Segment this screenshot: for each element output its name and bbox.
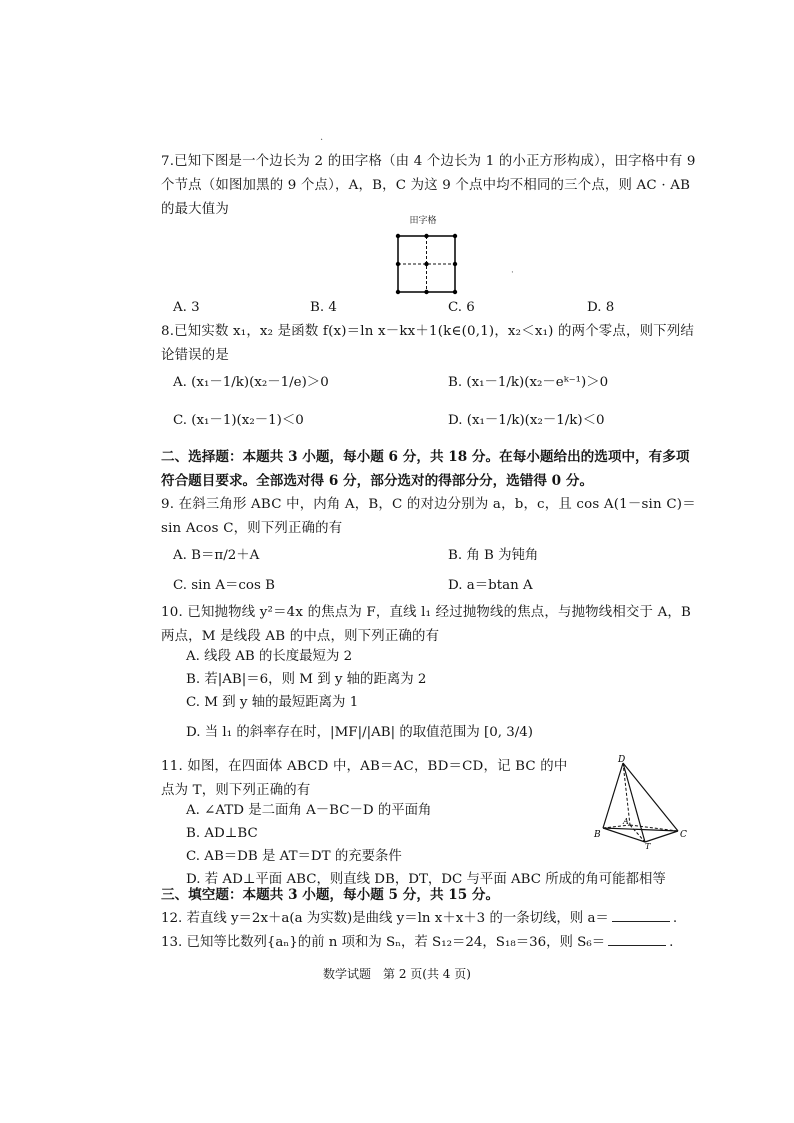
page-footer: 数学试题 第 2 页(共 4 页): [323, 967, 471, 981]
grid-diagram: [388, 227, 458, 297]
q9-option-b: B. 角 B 为钝角: [448, 548, 539, 563]
scan-speck: ·: [511, 268, 514, 278]
question-12: [161, 907, 677, 931]
q12-answer-blank[interactable]: [612, 907, 670, 922]
q8-option-c: C. (x₁－1)(x₂－1)＜0: [173, 413, 304, 428]
label-d: D: [618, 755, 626, 765]
q7-option-d: D. 8: [587, 300, 615, 315]
label-a: A: [623, 817, 629, 826]
q12-end: .: [672, 911, 678, 926]
figure-label: 田字格: [409, 216, 437, 226]
q9-option-d: D. a＝btan A: [448, 578, 533, 593]
question-11: 11. 如图，在四面体 ABCD 中，AB＝AC，BD＝CD，记 BC 的中点为 T，则下列正确的有: [161, 759, 568, 798]
q11-option-c: C. AB＝DB 是 AT＝DT 的充要条件: [186, 849, 402, 864]
question-9: 9. 在斜三角形 ABC 中，内角 A，B，C 的对边分别为 a，b，c，且 cos A(1－sin C)＝sin Acos C，则下列正确的有: [161, 497, 696, 536]
q8-option-b: B. (x₁－1/k)(x₂－eᵏ⁻¹)＞0: [448, 375, 609, 390]
tetrahedron-figure: [588, 755, 698, 850]
q11-option-d: D. 若 AD⊥平面 ABC，则直线 DB，DT，DC 与平面 ABC 所成的角可能都相等: [186, 872, 666, 887]
q13-answer-blank[interactable]: [608, 931, 666, 946]
tianzige-figure: [388, 215, 458, 295]
q8-option-a: A. (x₁－1/k)(x₂－1/e)＞0: [173, 375, 329, 390]
q7-option-b: B. 4: [310, 300, 337, 315]
label-t: T: [645, 842, 651, 850]
scan-speck: ·: [320, 135, 324, 146]
q9-option-c: C. sin A＝cos B: [173, 578, 275, 593]
label-b: B: [594, 830, 601, 840]
q8-option-d: D. (x₁－1/k)(x₂－1/k)＜0: [448, 413, 605, 428]
q10-option-c: C. M 到 y 轴的最短距离为 1: [186, 695, 359, 710]
q13-end: .: [669, 935, 674, 950]
q12-text: 12. 若直线 y＝2x＋a(a 为实数)是曲线 y＝ln x＋x＋3 的一条切线，则 a＝: [161, 911, 609, 926]
q7-option-a: A. 3: [173, 300, 200, 315]
q10-option-d: D. 当 l₁ 的斜率存在时，|MF|/|AB| 的取值范围为 [0, 3/4): [186, 725, 534, 740]
question-7: 7.已知下图是一个边长为 2 的田字格（由 4 个边长为 1 的小正方形构成），田字格中有 9 个节点（如图加黑的 9 个点），A，B，C 为这 9 个点中均不相同的三个点，则 AC · AB 的最大值为: [161, 154, 696, 217]
q11-option-b: B. AD⊥BC: [186, 826, 258, 841]
q10-option-b: B. 若|AB|＝6，则 M 到 y 轴的距离为 2: [186, 672, 427, 687]
section-3-heading: 三、填空题：本题共 3 小题，每小题 5 分，共 15 分。: [161, 887, 500, 903]
question-8: 8.已知实数 x₁，x₂ 是函数 f(x)＝ln x－kx＋1(k∈(0,1)，x₂＜x₁) 的两个零点，则下列结论错误的是: [161, 324, 694, 363]
q11-option-a: A. ∠ATD 是二面角 A－BC－D 的平面角: [186, 803, 432, 818]
q10-option-a: A. 线段 AB 的长度最短为 2: [186, 649, 353, 664]
q9-option-a: A. B＝π/2＋A: [173, 548, 260, 563]
section-2-heading: 二、选择题：本题共 3 小题，每小题 6 分，共 18 分。在每小题给出的选项中，有多项符合题目要求。全部选对得 6 分，部分选对的得部分分，选错得 0 分。: [161, 449, 690, 489]
label-c: C: [680, 830, 687, 840]
q7-option-c: C. 6: [448, 300, 475, 315]
q13-text: 13. 已知等比数列{aₙ}的前 n 项和为 Sₙ，若 S₁₂＝24，S₁₈＝36，则 S₆＝: [161, 935, 606, 950]
question-13: [161, 931, 673, 955]
question-10: 10. 已知抛物线 y²＝4x 的焦点为 F，直线 l₁ 经过抛物线的焦点，与抛物线相交于 A，B 两点，M 是线段 AB 的中点，则下列正确的有: [161, 605, 692, 644]
